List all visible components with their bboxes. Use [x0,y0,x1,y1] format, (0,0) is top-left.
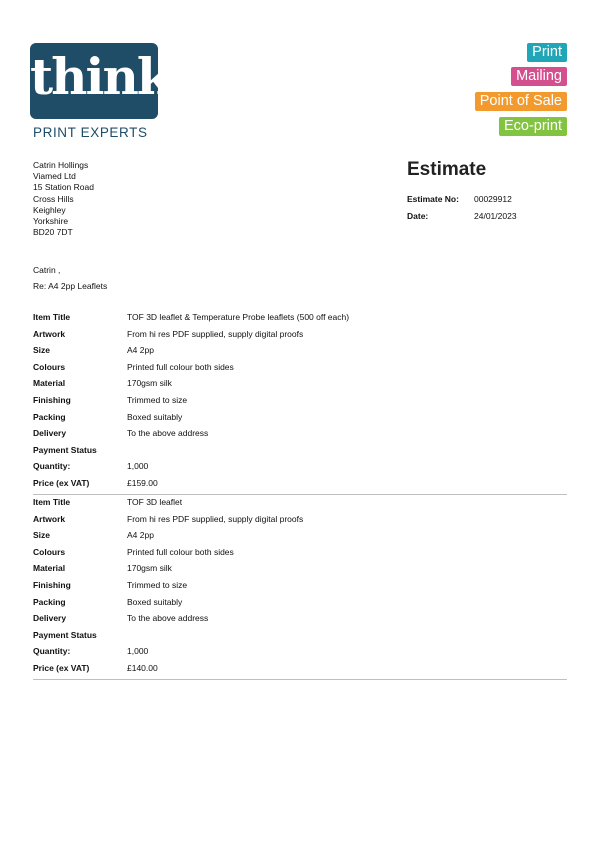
item-row [33,475,567,492]
address-line: Cross Hills [33,193,74,204]
row-label: Material [33,378,66,389]
item-row [33,409,567,426]
company-logo [30,43,170,119]
row-value: To the above address [127,613,209,624]
address-line: Catrin Hollings [33,160,89,170]
row-value: TOF 3D leaflet & Temperature Probe leaflets (500 off each) [127,312,350,322]
date-value: 24/01/2023 [474,211,517,221]
row-value: Trimmed to size [127,394,188,405]
row-label: Item Title [33,312,71,322]
row-value: Printed full colour both sides [127,361,234,372]
row-label: Delivery [33,613,67,624]
row-label: Price (ex VAT) [33,477,90,488]
item-row [33,511,567,528]
estimate-number-label: Estimate No: [407,194,459,204]
row-value: A4 2pp [127,530,154,541]
row-value: £159.00 [127,477,158,488]
row-label: Finishing [33,394,71,405]
row-label: Item Title [33,497,71,507]
greeting: Catrin , [33,265,61,275]
row-value: From hi res PDF supplied, supply digital proofs [127,328,304,339]
item-row [33,610,567,627]
logo-tagline: PRINT EXPERTS [33,125,148,140]
date-label: Date: [407,211,429,221]
estimate-number-value: 00029912 [474,194,512,204]
row-label: Payment Status [33,444,97,455]
row-label: Size [33,345,51,356]
item-block-1 [33,309,567,495]
row-label: Packing [33,411,66,422]
item-row [33,643,567,660]
row-label: Finishing [33,579,71,590]
row-value: 170gsm silk [127,563,172,574]
row-value: From hi res PDF supplied, supply digital proofs [127,513,304,524]
item-row [33,359,567,376]
recipient-address [33,160,94,238]
item-row [33,544,567,561]
address-line: BD20 7DT [33,227,73,238]
row-label: Size [33,530,51,541]
row-value: To the above address [127,428,209,439]
address-line: Keighley [33,204,66,215]
item-row [33,425,567,442]
address-line: 15 Station Road [33,182,94,193]
item-row [33,560,567,577]
row-label: Colours [33,546,66,557]
item-row [33,326,567,343]
item-block-2 [33,494,567,680]
row-label: Payment Status [33,629,97,640]
row-value: Printed full colour both sides [127,546,234,557]
row-value: Boxed suitably [127,596,183,607]
service-tag-mailing: Mailing [511,67,567,86]
item-row [33,442,567,459]
row-value: Boxed suitably [127,411,183,422]
row-label: Colours [33,361,66,372]
service-tag-print: Print [527,43,567,62]
row-value: A4 2pp [127,345,154,356]
row-label: Artwork [33,328,66,339]
row-label: Packing [33,596,66,607]
item-row [33,627,567,644]
item-row [33,342,567,359]
address-line: Viamed Ltd [33,171,76,182]
row-label: Quantity: [33,646,71,657]
divider [33,679,567,680]
item-row [33,594,567,611]
subject-line: Re: A4 2pp Leaflets [33,281,108,291]
item-row [33,494,567,511]
logo-wordmark: think [30,47,170,106]
document-title: Estimate [407,159,487,180]
row-value: £140.00 [127,662,158,673]
row-label: Artwork [33,513,66,524]
row-label: Quantity: [33,461,71,472]
item-row [33,660,567,677]
row-label: Price (ex VAT) [33,662,90,673]
item-row [33,577,567,594]
row-label: Delivery [33,428,67,439]
row-value: TOF 3D leaflet [127,497,183,507]
row-value: Trimmed to size [127,579,188,590]
service-tag-eco-print: Eco-print [499,117,567,136]
item-row [33,375,567,392]
service-tag-point-of-sale: Point of Sale [475,92,567,111]
row-value: 170gsm silk [127,378,172,389]
item-row [33,527,567,544]
item-row [33,392,567,409]
address-line: Yorkshire [33,216,69,227]
item-row [33,458,567,475]
row-label: Material [33,563,66,574]
row-value: 1,000 [127,461,149,472]
row-value: 1,000 [127,646,149,657]
item-row [33,309,567,326]
